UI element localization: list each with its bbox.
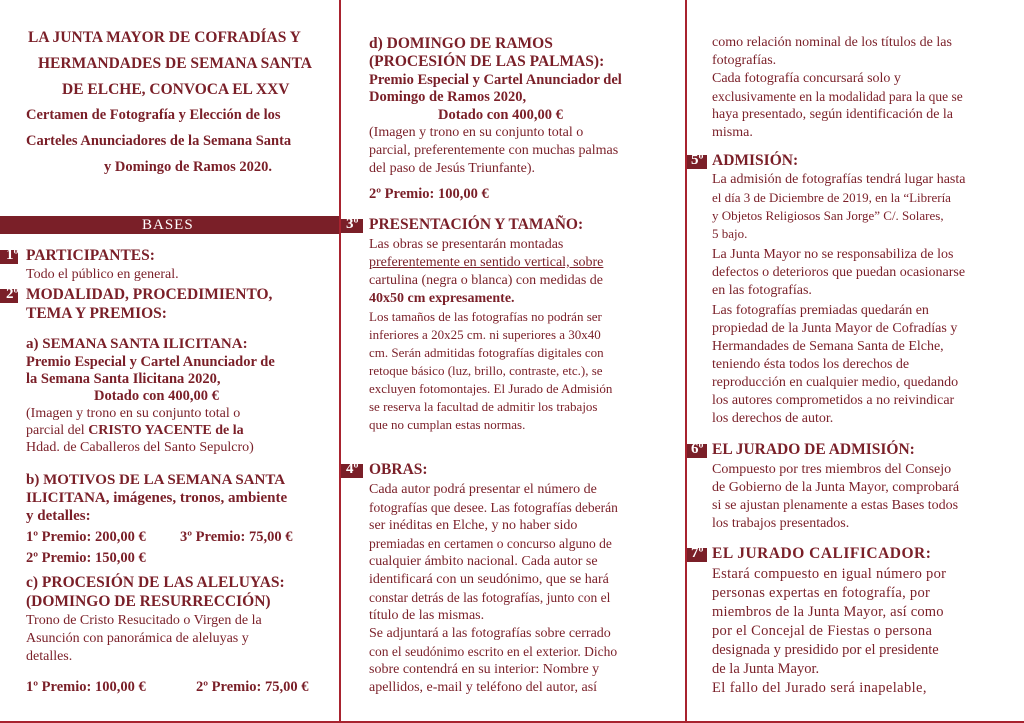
paragraph-line: Las fotografías premiadas quedarán en (712, 303, 929, 318)
category-a-title: a) SEMANA SANTA ILICITANA: (26, 336, 248, 352)
participantes-text: Todo el público en general. (26, 267, 179, 282)
category-d-desc: (Imagen y trono en su conjunto total o (369, 125, 584, 140)
bases-banner (0, 216, 339, 234)
paragraph-line: que no cumplan estas normas. (369, 417, 526, 432)
paragraph-line: retoque básico (luz, brillo, contraste, etc.), se (369, 363, 603, 378)
category-d-amount: Dotado con 400,00 € (438, 107, 563, 123)
paragraph-line: apellidos, e-mail y teléfono del autor, así (369, 680, 598, 695)
category-d-prize: Domingo de Ramos 2020, (369, 89, 527, 105)
paragraph-line: el día 3 de Diciembre de 2019, en la “Librería (712, 190, 951, 205)
paragraph-line: Las obras se presentarán montadas (369, 237, 564, 252)
category-a-amount: Dotado con 400,00 € (94, 388, 219, 404)
intro-line: HERMANDADES DE SEMANA SANTA (38, 55, 313, 72)
category-a-prize: Premio Especial y Cartel Anunciador de (26, 354, 275, 370)
column-divider-1 (339, 0, 341, 723)
paragraph-line: identificará con un seudónimo, que se hará (369, 572, 609, 587)
paragraph-line: los trabajos presentados. (712, 516, 850, 531)
paragraph-line: Cada fotografía concursará solo y (712, 71, 901, 86)
category-b-prize-3: 3º Premio: 75,00 € (180, 529, 293, 545)
section-number: 1º (6, 247, 19, 263)
category-d-title: (PROCESIÓN DE LAS PALMAS): (369, 53, 605, 70)
paragraph-line: con el seudónimo escrito en el exterior. Dicho (369, 644, 618, 659)
paragraph-line: haya presentado, según identificación de la (712, 107, 954, 122)
category-d-title: d) DOMINGO DE RAMOS (369, 35, 553, 52)
jurado-admision-heading: EL JURADO DE ADMISIÓN: (712, 441, 915, 458)
category-a-desc: (Imagen y trono en su conjunto total o (26, 406, 241, 421)
paragraph-line: misma. (712, 125, 753, 140)
paragraph-line: El fallo del Jurado será inapelable, (712, 680, 927, 696)
section-number: 2º (6, 286, 19, 302)
modalidad-heading: TEMA Y PREMIOS: (26, 305, 167, 322)
category-b-title: b) MOTIVOS DE LA SEMANA SANTA (26, 472, 286, 488)
paragraph-line: propiedad de la Junta Mayor de Cofradías y (712, 321, 958, 336)
paragraph-line: fotografías. (712, 53, 777, 68)
paragraph-line: ser inéditas en Elche, y no haber sido (369, 518, 578, 533)
paragraph-line: los derechos de autor. (712, 411, 834, 426)
category-d-desc: del paso de Jesús Triunfante). (369, 161, 536, 176)
column-divider-2 (685, 0, 687, 723)
paragraph-line: exclusivamente en la modalidad para la que se (712, 89, 963, 104)
category-d-prize-2: 2º Premio: 100,00 € (369, 186, 489, 202)
paragraph-line: como relación nominal de los títulos de las (712, 35, 952, 50)
section-number: 6º (691, 441, 704, 457)
intro-line: y Domingo de Ramos 2020. (104, 159, 272, 175)
participantes-heading: PARTICIPANTES: (26, 247, 155, 264)
presentacion-heading: PRESENTACIÓN Y TAMAÑO: (369, 216, 584, 233)
paragraph-line: cm. Serán admitidas fotografías digitales con (369, 345, 604, 360)
paragraph-line: Compuesto por tres miembros del Consejo (712, 462, 952, 477)
category-a-prize: la Semana Santa Ilicitana 2020, (26, 371, 221, 387)
paragraph-line: inferiores a 20x25 cm. ni superiores a 30x40 (369, 327, 601, 342)
paragraph-line: y Objetos Religiosos San Jorge” C/. Solares, (712, 208, 944, 223)
section-number: 3º (346, 216, 359, 232)
paragraph-line: designada y presidido por el presidente (712, 642, 939, 658)
section-number: 7º (691, 545, 704, 561)
paragraph-line: teniendo ésta todos los derechos de (712, 357, 910, 372)
paragraph-line: los autores comprometidos a no reivindicar (712, 393, 955, 408)
paragraph-line: preferentemente en sentido vertical, sobre (369, 255, 604, 270)
paragraph-line: en las fotografías. (712, 283, 812, 298)
desc-bold: CRISTO YACENTE de la (88, 423, 244, 438)
paragraph-line: Cada autor podrá presentar el número de (369, 482, 597, 497)
bases-label: BASES (142, 217, 194, 233)
paragraph-line: si se ajustan plenamente a estas Bases todos (712, 498, 959, 513)
paragraph-line: Se adjuntará a las fotografías sobre cerrado (369, 626, 611, 641)
admision-heading: ADMISIÓN: (712, 152, 799, 169)
paragraph-line: sobre contendrá en su interior: Nombre y (369, 662, 600, 677)
paragraph-line: La admisión de fotografías tendrá lugar hasta (712, 172, 966, 187)
category-a-desc (26, 424, 244, 438)
category-b-title: ILICITANA, imágenes, tronos, ambiente (26, 490, 288, 506)
paragraph-line: por el Concejal de Fiestas o persona (712, 623, 933, 639)
category-c-prize-2: 2º Premio: 75,00 € (196, 679, 309, 695)
paragraph-line: fotografías que desee. Las fotografías deberán (369, 500, 618, 515)
category-d-desc: parcial, preferentemente con muchas palmas (369, 143, 619, 158)
category-c-desc: detalles. (26, 649, 73, 664)
jurado-calificador-heading: EL JURADO CALIFICADOR: (712, 545, 932, 562)
category-c-title: (DOMINGO DE RESURRECCIÓN) (26, 593, 271, 610)
paragraph-line: 40x50 cm expresamente. (369, 291, 515, 306)
intro-line: LA JUNTA MAYOR DE COFRADÍAS Y (28, 29, 301, 46)
category-c-title: c) PROCESIÓN DE LAS ALELUYAS: (26, 574, 285, 591)
category-d-prize: Premio Especial y Cartel Anunciador del (369, 72, 622, 88)
paragraph-line: cartulina (negra o blanca) con medidas de (369, 273, 604, 288)
paragraph-line: 5 bajo. (712, 226, 748, 241)
paragraph-line: excluyen fotomontajes. El Jurado de Admisión (369, 381, 613, 396)
modalidad-heading: MODALIDAD, PROCEDIMIENTO, (26, 286, 273, 303)
intro-line: DE ELCHE, CONVOCA EL XXV (62, 81, 290, 98)
paragraph-line: cualquier ámbito nacional. Cada autor se (369, 554, 598, 569)
desc-text: parcial del (26, 423, 89, 438)
category-c-prize-1: 1º Premio: 100,00 € (26, 679, 146, 695)
paragraph-line: constar detrás de las fotografías, junto con el (369, 590, 611, 605)
paragraph-line: Estará compuesto en igual número por (712, 566, 947, 582)
paragraph-line: personas expertas en fotografía, por (712, 585, 931, 601)
intro-line: Certamen de Fotografía y Elección de los (26, 107, 281, 123)
obras-heading: OBRAS: (369, 461, 428, 478)
paragraph-line: título de las mismas. (369, 608, 485, 623)
paragraph-line: reproducción en cualquier medio, quedando (712, 375, 959, 390)
paragraph-line: premiadas en certamen o concurso alguno de (369, 536, 612, 551)
paragraph-line: de Gobierno de la Junta Mayor, comprobará (712, 480, 960, 495)
paragraph-line: Hermandades de Semana Santa de Elche, (712, 339, 944, 354)
category-c-desc: Asunción con panorámica de aleluyas y (26, 631, 249, 646)
paragraph-line: defectos o deterioros que puedan ocasionarse (712, 265, 966, 280)
category-b-title: y detalles: (26, 508, 91, 524)
paragraph-line: miembros de la Junta Mayor, así como (712, 604, 944, 620)
category-c-desc: Trono de Cristo Resucitado o Virgen de la (26, 613, 262, 628)
intro-line: Carteles Anunciadores de la Semana Santa (26, 133, 292, 149)
paragraph-line: de la Junta Mayor. (712, 661, 820, 677)
category-b-prize-2: 2º Premio: 150,00 € (26, 550, 146, 566)
category-b-prize-1: 1º Premio: 200,00 € (26, 529, 146, 545)
category-a-desc: Hdad. de Caballeros del Santo Sepulcro) (26, 440, 254, 455)
paragraph-line: La Junta Mayor no se responsabiliza de los (712, 247, 954, 262)
section-number: 4º (346, 461, 359, 477)
paragraph-line: Los tamaños de las fotografías no podrán ser (369, 309, 602, 324)
paragraph-line: se reserva la facultad de admitir los trabajos (369, 399, 598, 414)
section-number: 5º (691, 152, 704, 168)
